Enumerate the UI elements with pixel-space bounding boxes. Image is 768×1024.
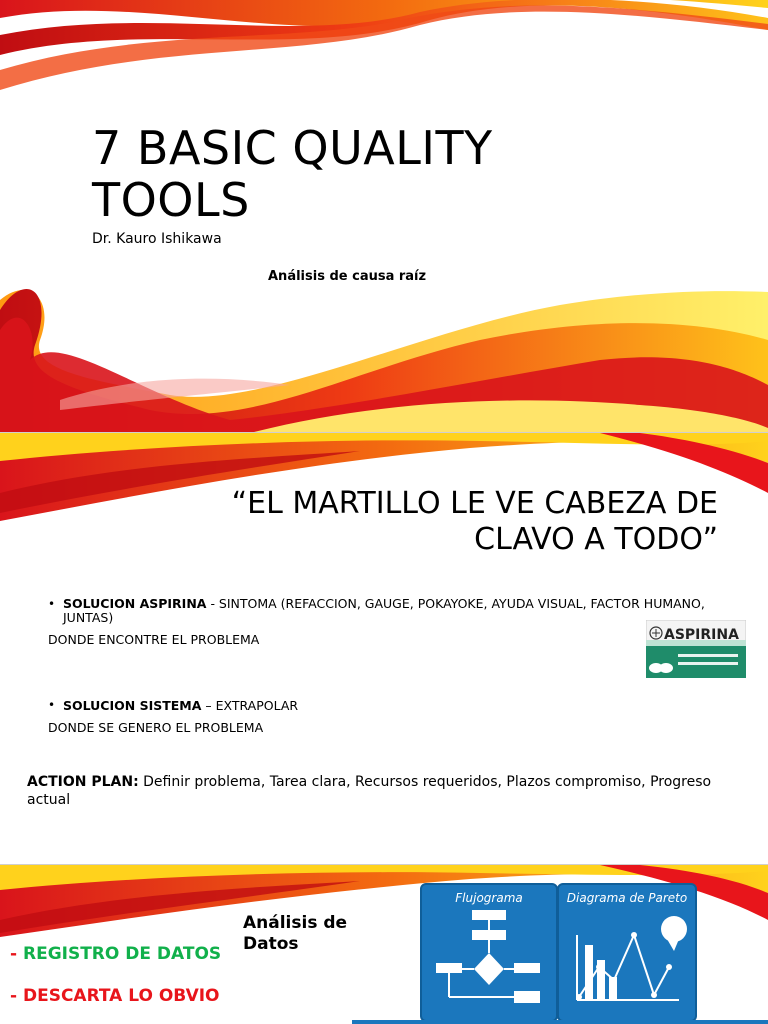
data-analysis-title-line-1: Análisis de (243, 913, 348, 933)
aspirina-box-image (646, 620, 746, 678)
flujograma-label: Flujograma (455, 891, 523, 905)
pareto-label: Diagrama de Pareto (566, 891, 688, 905)
bullet-sistema (63, 698, 298, 713)
title-line-1: 7 BASIC QUALITY (92, 121, 493, 175)
action-plan-label: ACTION PLAN: (27, 774, 139, 790)
bullet-aspirina (63, 597, 743, 625)
slide-title-heading (92, 122, 493, 226)
hammer-quote (118, 486, 718, 558)
flowchart-icon (422, 885, 556, 1020)
title-line-2: TOOLS (92, 173, 250, 227)
item-prefix: - (10, 944, 23, 964)
registro-datos-item (10, 944, 221, 964)
bullet-icon: • (48, 698, 56, 712)
author-name: Dr. Kauro Ishikawa (92, 231, 222, 247)
aspirina-package-icon (646, 620, 746, 678)
data-analysis-title-line-2: Datos (243, 934, 299, 954)
bullet-aspirina-label: SOLUCION ASPIRINA (63, 596, 207, 611)
bullet-sistema-text: – EXTRAPOLAR (201, 698, 299, 713)
slide-title (0, 0, 768, 433)
root-cause-subtitle: Análisis de causa raíz (268, 269, 427, 284)
descarta-obvio-item: - DESCARTA LO OBVIO (10, 986, 220, 1006)
bullet-icon: • (48, 597, 56, 611)
quote-line-2: CLAVO A TODO” (474, 522, 718, 557)
where-found-line: DONDE ENCONTRE EL PROBLEMA (48, 632, 260, 647)
action-plan (27, 773, 747, 809)
registro-datos-text: REGISTRO DE DATOS (22, 944, 222, 964)
pareto-chart-icon (559, 885, 695, 1020)
flujograma-card (420, 883, 558, 1022)
cards-bottom-strip (352, 1020, 768, 1024)
bullet-sistema-label: SOLUCION SISTEMA (63, 698, 202, 713)
where-generated-line: DONDE SE GENERO EL PROBLEMA (48, 720, 264, 735)
quote-line-1: “EL MARTILLO LE VE CABEZA DE (231, 486, 718, 521)
aspirina-brand-text: ASPIRINA (664, 627, 739, 643)
pareto-card (557, 883, 697, 1022)
bullet-aspirina-text-2: JUNTAS) (63, 610, 114, 625)
data-analysis-title (243, 913, 347, 955)
action-plan-text: Definir problema, Tarea clara, Recursos requeridos, Plazos compromiso, Progreso actual (27, 774, 712, 808)
bullet-aspirina-text: - SINTOMA (REFACCION, GAUGE, POKAYOKE, AYUDA VISUAL, FACTOR HUMANO, (206, 596, 705, 611)
